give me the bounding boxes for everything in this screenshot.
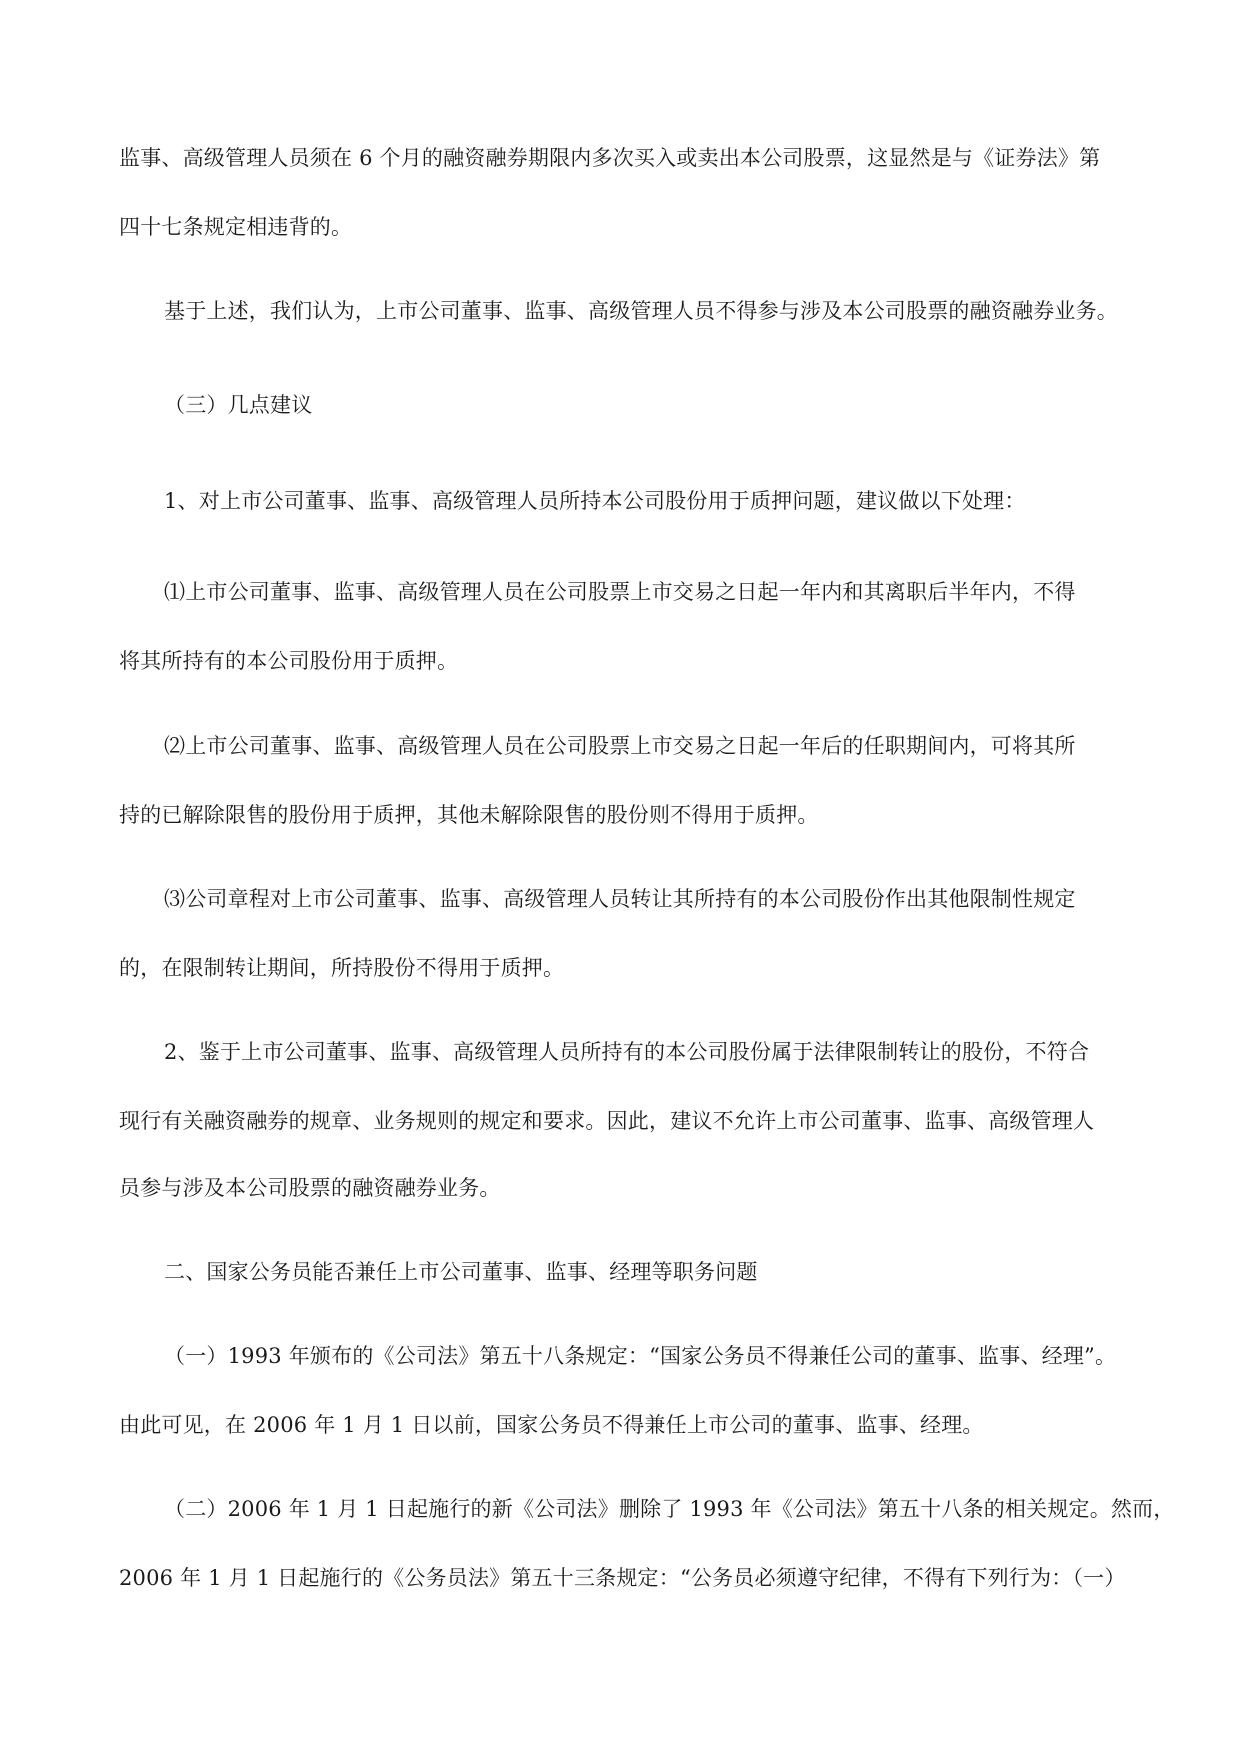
text-line: 现行有关融资融券的规章、业务规则的规定和要求。因此，建议不允许上市公司董事、监事、高级管理人 — [119, 1109, 1095, 1133]
section-heading: （三）几点建议 — [164, 393, 313, 417]
text-line: 2006 年 1 月 1 日起施行的《公务员法》第五十三条规定：“公务员必须遵守纪律，不得有下列行为：（一） — [119, 1566, 1126, 1590]
text-line: 2、鉴于上市公司董事、监事、高级管理人员所持有的本公司股份属于法律限制转让的股份，不符合 — [164, 1040, 1090, 1064]
text-line: 监事、高级管理人员须在 6 个月的融资融券期限内多次买入或卖出本公司股票，这显然是与《证券法》第 — [119, 146, 1101, 170]
text-line: ⑶公司章程对上市公司董事、监事、高级管理人员转让其所持有的本公司股份作出其他限制性规定 — [164, 887, 1076, 911]
text-line: （二）2006 年 1 月 1 日起施行的新《公司法》删除了 1993 年《公司法》第五十八条的相关规定。然而， — [164, 1497, 1175, 1521]
text-line: 由此可见，在 2006 年 1 月 1 日以前，国家公务员不得兼任上市公司的董事、监事、经理。 — [119, 1413, 984, 1437]
section-heading: 二、国家公务员能否兼任上市公司董事、监事、经理等职务问题 — [164, 1260, 758, 1284]
text-line: 员参与涉及本公司股票的融资融券业务。 — [119, 1176, 501, 1200]
text-line: 将其所持有的本公司股份用于质押。 — [119, 649, 459, 673]
text-line: 的，在限制转让期间，所持股份不得用于质押。 — [119, 956, 565, 980]
text-line: 基于上述，我们认为，上市公司董事、监事、高级管理人员不得参与涉及本公司股票的融资融券业务。 — [164, 299, 1118, 323]
text-line: 四十七条规定相违背的。 — [119, 215, 353, 239]
text-line: ⑴上市公司董事、监事、高级管理人员在公司股票上市交易之日起一年内和其离职后半年内，不得 — [164, 580, 1076, 604]
text-line: 1、对上市公司董事、监事、高级管理人员所持本公司股份用于质押问题，建议做以下处理： — [164, 489, 1026, 513]
text-line: ⑵上市公司董事、监事、高级管理人员在公司股票上市交易之日起一年后的任职期间内，可将其所 — [164, 734, 1076, 758]
text-line: （一）1993 年颁布的《公司法》第五十八条规定：“国家公务员不得兼任公司的董事、监事、经理”。 — [164, 1344, 1117, 1368]
text-line: 持的已解除限售的股份用于质押，其他未解除限售的股份则不得用于质押。 — [119, 803, 819, 827]
